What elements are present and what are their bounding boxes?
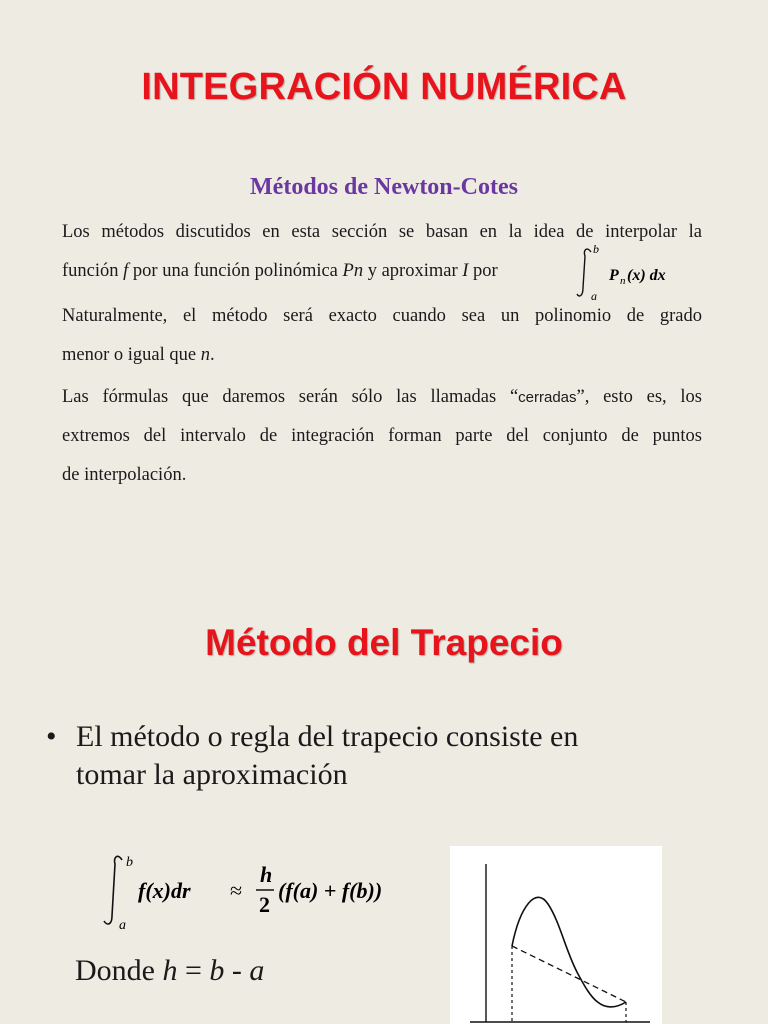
paragraph-exactness [62,297,702,375]
bullet-dot: • [46,720,57,753]
paragraph-line: Los métodos discutidos en esta sección se basan en la idea de interpolar la [62,222,702,242]
integral-lower-limit: a [119,918,126,932]
paragraph-line: Naturalmente, el método será exacto cuando sea un polinomio de grado [62,306,702,326]
integral-sign [577,249,591,296]
integral-upper-limit: b [126,855,133,870]
donde-definition: Donde h = b - a [75,954,265,987]
paragraph-closed-formulas [62,378,702,495]
paragraph-line: de interpolación. [62,465,187,485]
fraction-numerator: h [260,862,273,887]
function-curve [512,897,626,1007]
section-title: Método del Trapecio [205,622,563,663]
integrand-rest: (x) dx [627,267,666,284]
formula-lhs: f(x)dr [138,878,191,903]
paragraph-line: función f por una función polinómica Pn y aproximar I por [62,261,498,281]
paragraph-line: menor o igual que n. [62,345,215,365]
bullet-line: tomar la aproximación [76,758,348,791]
integral-pn-formula [575,244,695,302]
formula-rhs: (f(a) + f(b)) [278,878,383,903]
integral-sign [104,856,122,924]
fraction-denominator: 2 [259,892,270,917]
bullet-text [76,718,676,794]
integral-upper-limit: b [593,244,599,256]
paragraph-line: Las fórmulas que daremos serán sólo las llamadas “cerradas”, esto es, los [62,387,702,407]
integrand-subscript: n [620,275,626,287]
integral-lower-limit: a [591,289,597,302]
trapezoid-graph [450,846,662,1024]
page-title: INTEGRACIÓN NUMÉRICA [141,66,627,108]
approx-symbol: ≈ [230,878,243,903]
bullet-line: El método o regla del trapecio consiste en [76,720,579,753]
integrand-p: P [609,267,619,284]
section-subtitle: Métodos de Newton-Cotes [250,174,518,200]
paragraph-line: extremos del intervalo de integración forman parte del conjunto de puntos [62,426,702,446]
trapezoid-formula [100,852,440,932]
